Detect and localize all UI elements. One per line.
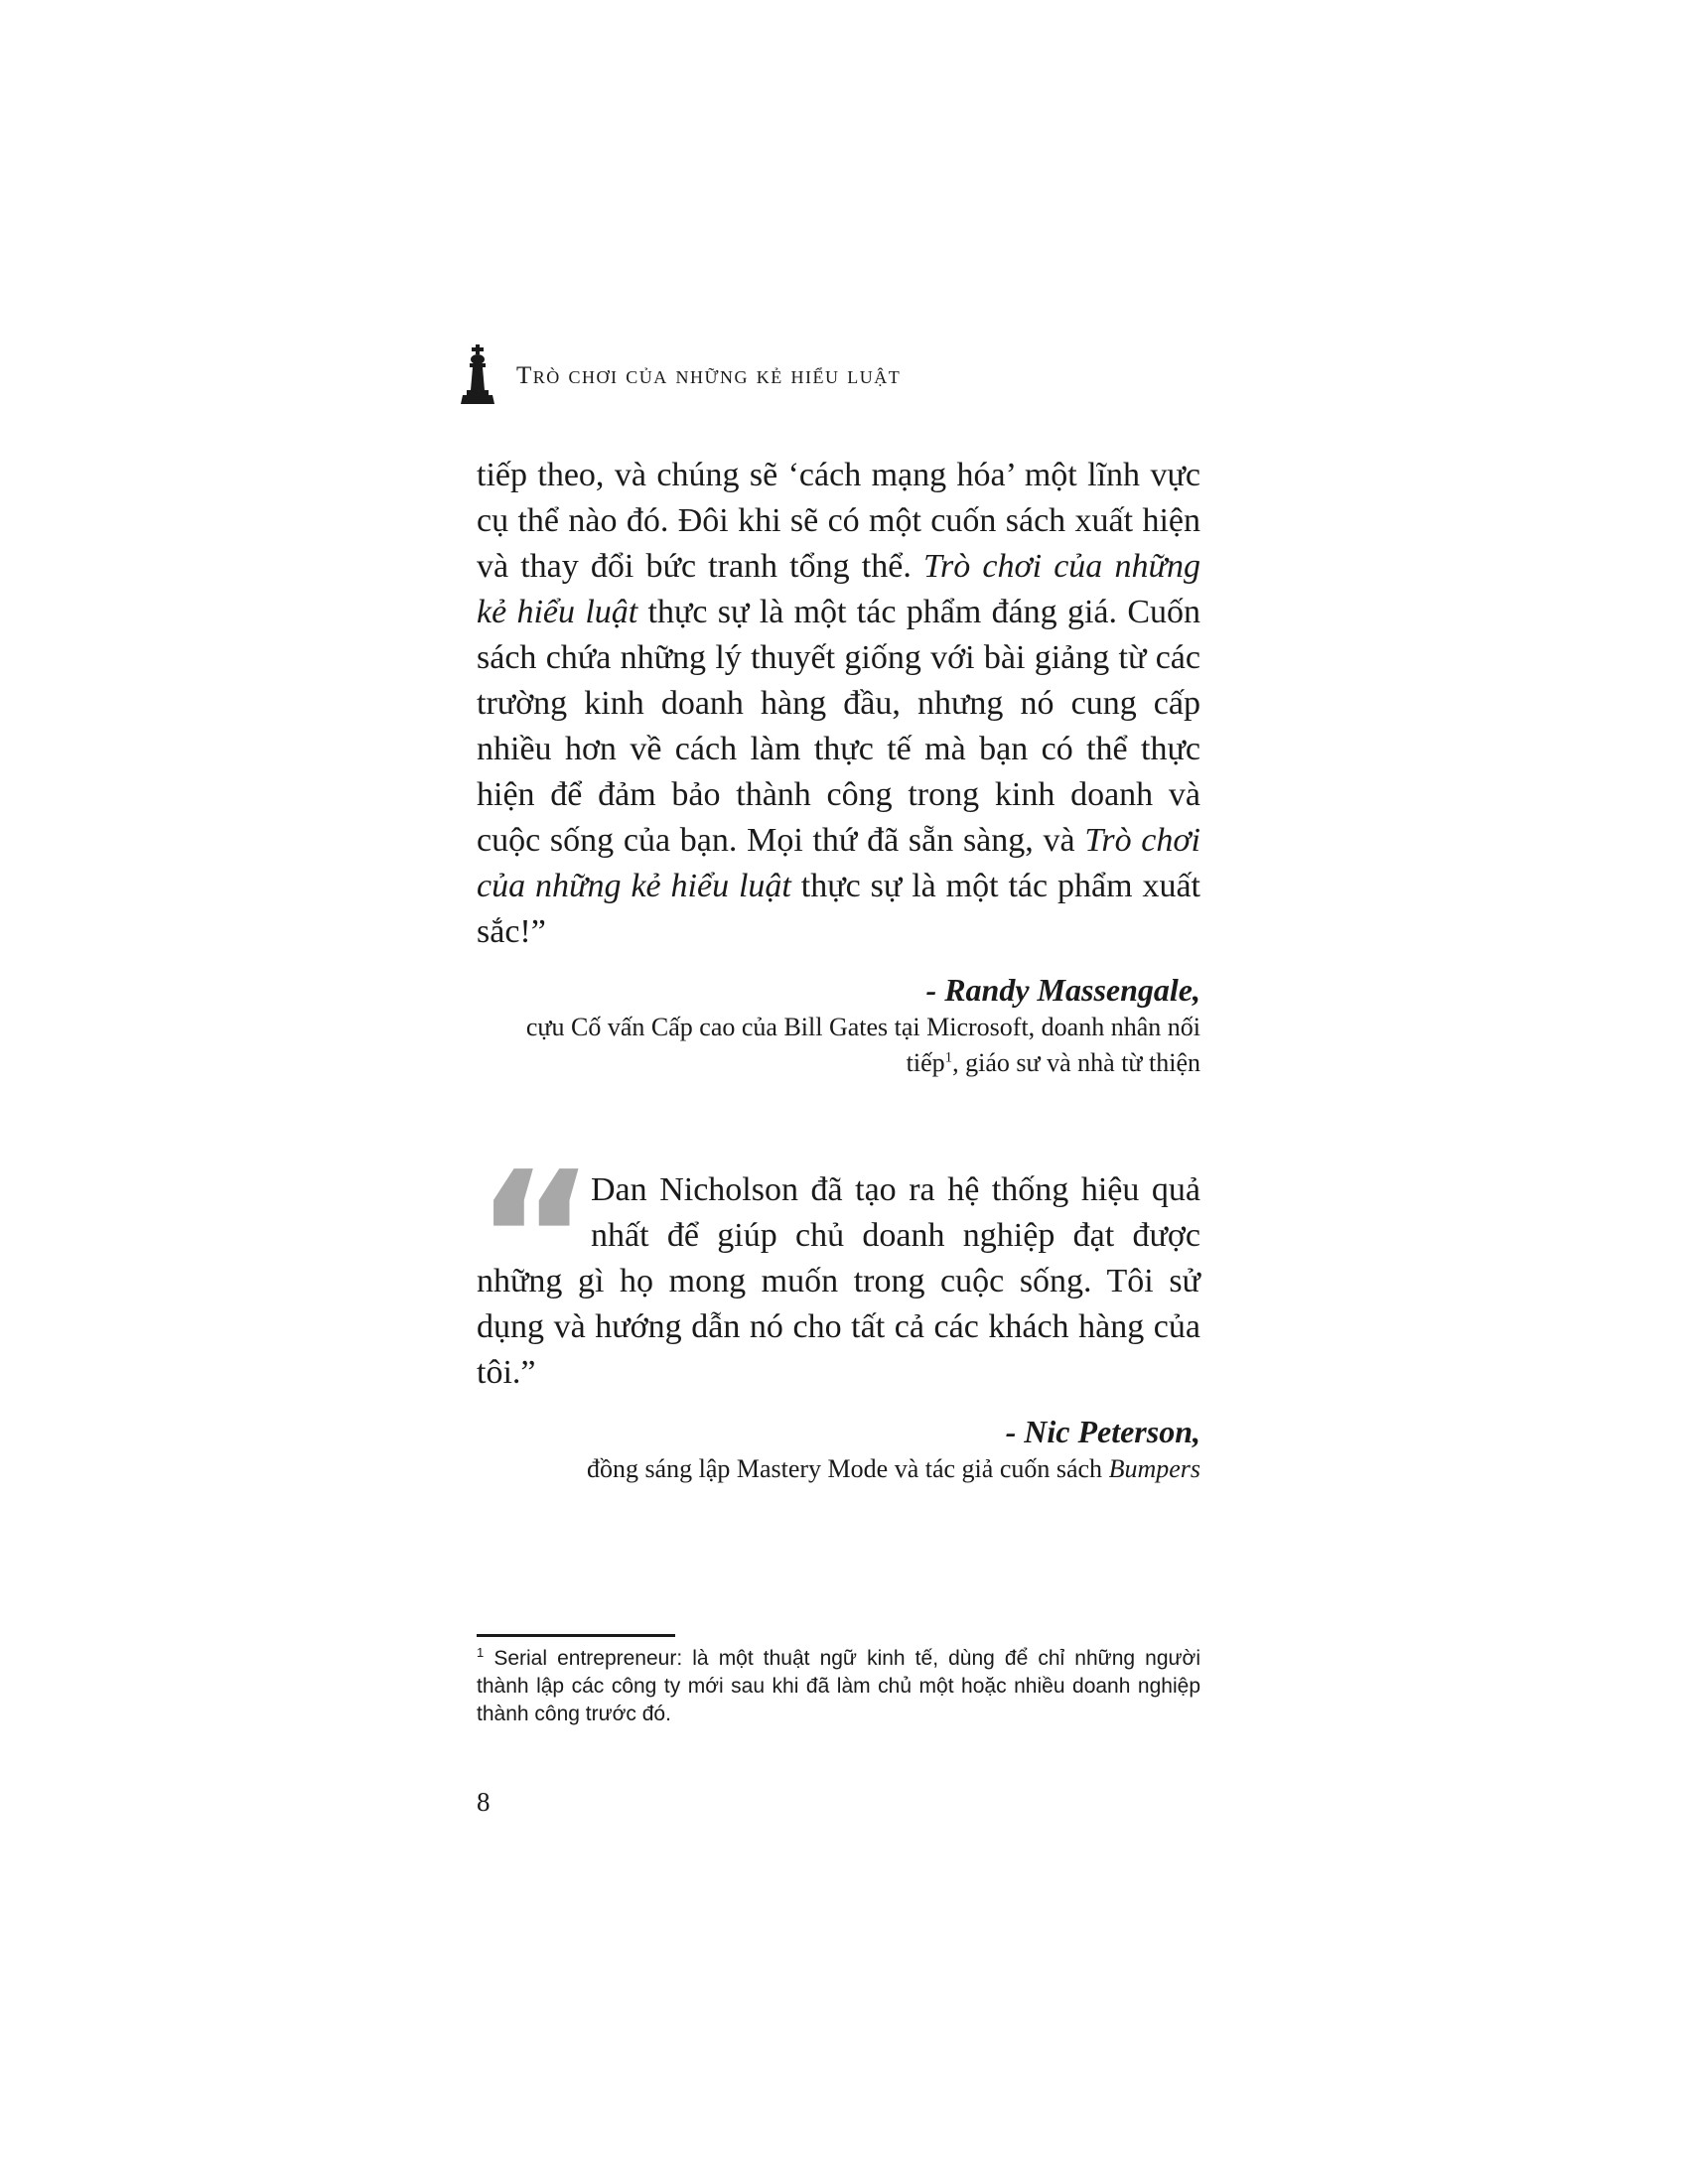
footnote-text: Serial entrepreneur: là một thuật ngữ kinh tế, dùng để chỉ những người thành lập các công ty mới sau khi đã làm chủ một hoặc nhiều doanh nghiệp thành công trước đó.: [477, 1647, 1200, 1725]
book-title-italic: Trò chơi của những kẻ hiểu luật: [477, 548, 1200, 630]
attribution-name: - Randy Massengale,: [925, 972, 1200, 1008]
testimonial-quote: [477, 1167, 1200, 1396]
passage-text: thực sự là một tác phẩm xuất sắc!”: [477, 868, 1201, 950]
attribution-description: [426, 1451, 1200, 1487]
attribution-desc-text: , giáo sư và nhà từ thiện: [952, 1048, 1200, 1077]
quote-text: Dan Nicholson đã tạo ra hệ thống hiệu quả nhất để giúp chủ doanh nghiệp đạt được những gì họ mong muốn trong cuộc sống. Tôi sử dụng và hướng dẫn nó cho tất cả các khách hàng của tôi.”: [477, 1171, 1200, 1391]
quote-mark-icon: “: [475, 1132, 596, 1346]
attribution-description: [515, 1010, 1200, 1081]
testimonial-passage: [477, 453, 1200, 955]
footnote: [477, 1645, 1200, 1728]
passage-text: thực sự là một tác phẩm đáng giá. Cuốn sách chứa những lý thuyết giống với bài giảng từ các trường kinh doanh hàng đầu, nhưng nó cung cấp nhiều hơn về cách làm thực tế mà bạn có thể thực hiện để đảm bảo thành công trong kinh doanh và cuộc sống của bạn. Mọi thứ đã sẵn sàng, và: [477, 594, 1200, 859]
quote-spacer: [477, 1167, 591, 1259]
book-title-italic: Bumpers: [1108, 1454, 1200, 1483]
page-number: 8: [477, 1787, 491, 1817]
running-title: Trò chơi của những kẻ hiểu luật: [516, 362, 902, 389]
attribution-desc-text: đồng sáng lập Mastery Mode và tác giả cuốn sách: [586, 1454, 1109, 1483]
footnote-divider: [477, 1634, 675, 1637]
book-title-italic: Trò chơi của những kẻ hiểu luật: [477, 822, 1200, 904]
attribution-nic-peterson: [426, 1412, 1200, 1487]
footnote-reference: 1: [944, 1049, 953, 1066]
attribution-name: - Nic Peterson,: [1005, 1414, 1200, 1449]
running-header: [459, 344, 901, 406]
attribution-desc-text: cựu Cố vấn Cấp cao của Bill Gates tại Microsoft, doanh nhân nối tiếp: [525, 1013, 1200, 1077]
passage-text: tiếp theo, và chúng sẽ ‘cách mạng hóa’ một lĩnh vực cụ thể nào đó. Đôi khi sẽ có một cuốn sách xuất hiện và thay đổi bức tranh tổng thể.: [477, 457, 1200, 585]
footnote-marker: 1: [477, 1645, 485, 1660]
chess-king-icon: [459, 344, 496, 406]
attribution-randy-massengale: [426, 970, 1200, 1081]
